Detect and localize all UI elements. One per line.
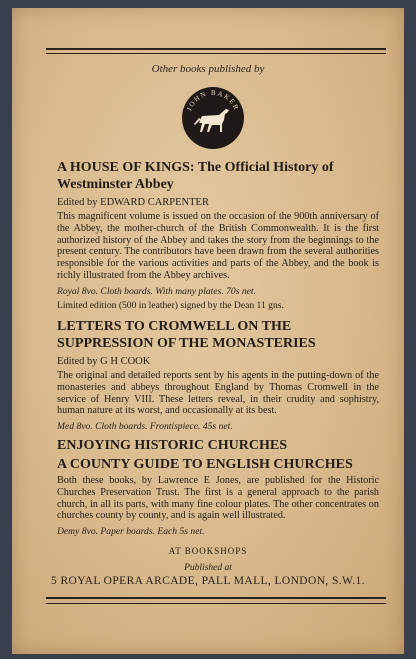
book-title: A HOUSE OF KINGS: The Official History of Westminster Abbey <box>57 160 334 192</box>
other-books-heading: Other books published by <box>151 63 265 75</box>
book-title-line1: ENJOYING HISTORIC CHURCHES <box>57 438 288 453</box>
book-entry-letters-to-cromwell <box>57 318 379 432</box>
bottom-rule-thin <box>46 603 386 604</box>
top-rule-thin <box>46 53 386 54</box>
publisher-address: 5 ROYAL OPERA ARCADE, PALL MALL, LONDON, S.W.1. <box>51 575 365 587</box>
book-editor: Edited by G H COOK <box>57 356 151 367</box>
book-entry-historic-churches <box>57 437 379 537</box>
book-limited-edition: Limited edition (500 in leather) signed by the Dean 11 gns. <box>57 299 284 311</box>
book-title-line2: A COUNTY GUIDE TO ENGLISH CHURCHES <box>57 457 353 472</box>
book-description: The original and detailed reports sent by his agents in the putting-down of the monasteries and abbeys throughout England by Thomas Cromwell in the service of Henry VIII. These letters reveal, in their crudity and sophistry, human nature at its worst, and occasionally at its best. <box>57 370 379 417</box>
book-format: Med 8vo. Cloth boards. Frontispiece. 45s net. <box>57 421 233 433</box>
top-rule-thick <box>46 48 386 50</box>
book-format: Demy 8vo. Paper boards. Each 5s net. <box>57 526 205 538</box>
book-title: LETTERS TO CROMWELL ON THE SUPPRESSION OF THE MONASTERIES <box>57 319 316 351</box>
book-entry-house-of-kings <box>57 159 379 311</box>
book-format: Royal 8vo. Cloth boards. With many plates. 70s net. <box>57 285 256 297</box>
published-at-label: Published at <box>184 563 232 573</box>
book-description: This magnificent volume is issued on the occasion of the 900th anniversary of the Abbey, the mother-church of the British Commonwealth. It is the first authorized history of the Abbey and takes the story from the beginnings to the present century. The contributors have been drawn from the several authorities responsible for the various activities and parts of the Abbey, and the book is richly illustrated from the Abbey archives. <box>57 211 379 281</box>
book-editor: Edited by EDWARD CARPENTER <box>57 197 209 208</box>
logo-text: JOHN BAKER <box>185 88 241 113</box>
at-bookshops-label: AT BOOKSHOPS <box>168 546 248 556</box>
publisher-logo <box>181 86 245 150</box>
bottom-rule-thick <box>46 597 386 599</box>
book-description: Both these books, by Lawrence E Jones, are published for the Historic Churches Preservation Trust. The first is a general approach to the parish church, in all its parts, with many fine colour plates. The other concentrates on churches county by county, and is again well illustrated. <box>57 475 379 522</box>
